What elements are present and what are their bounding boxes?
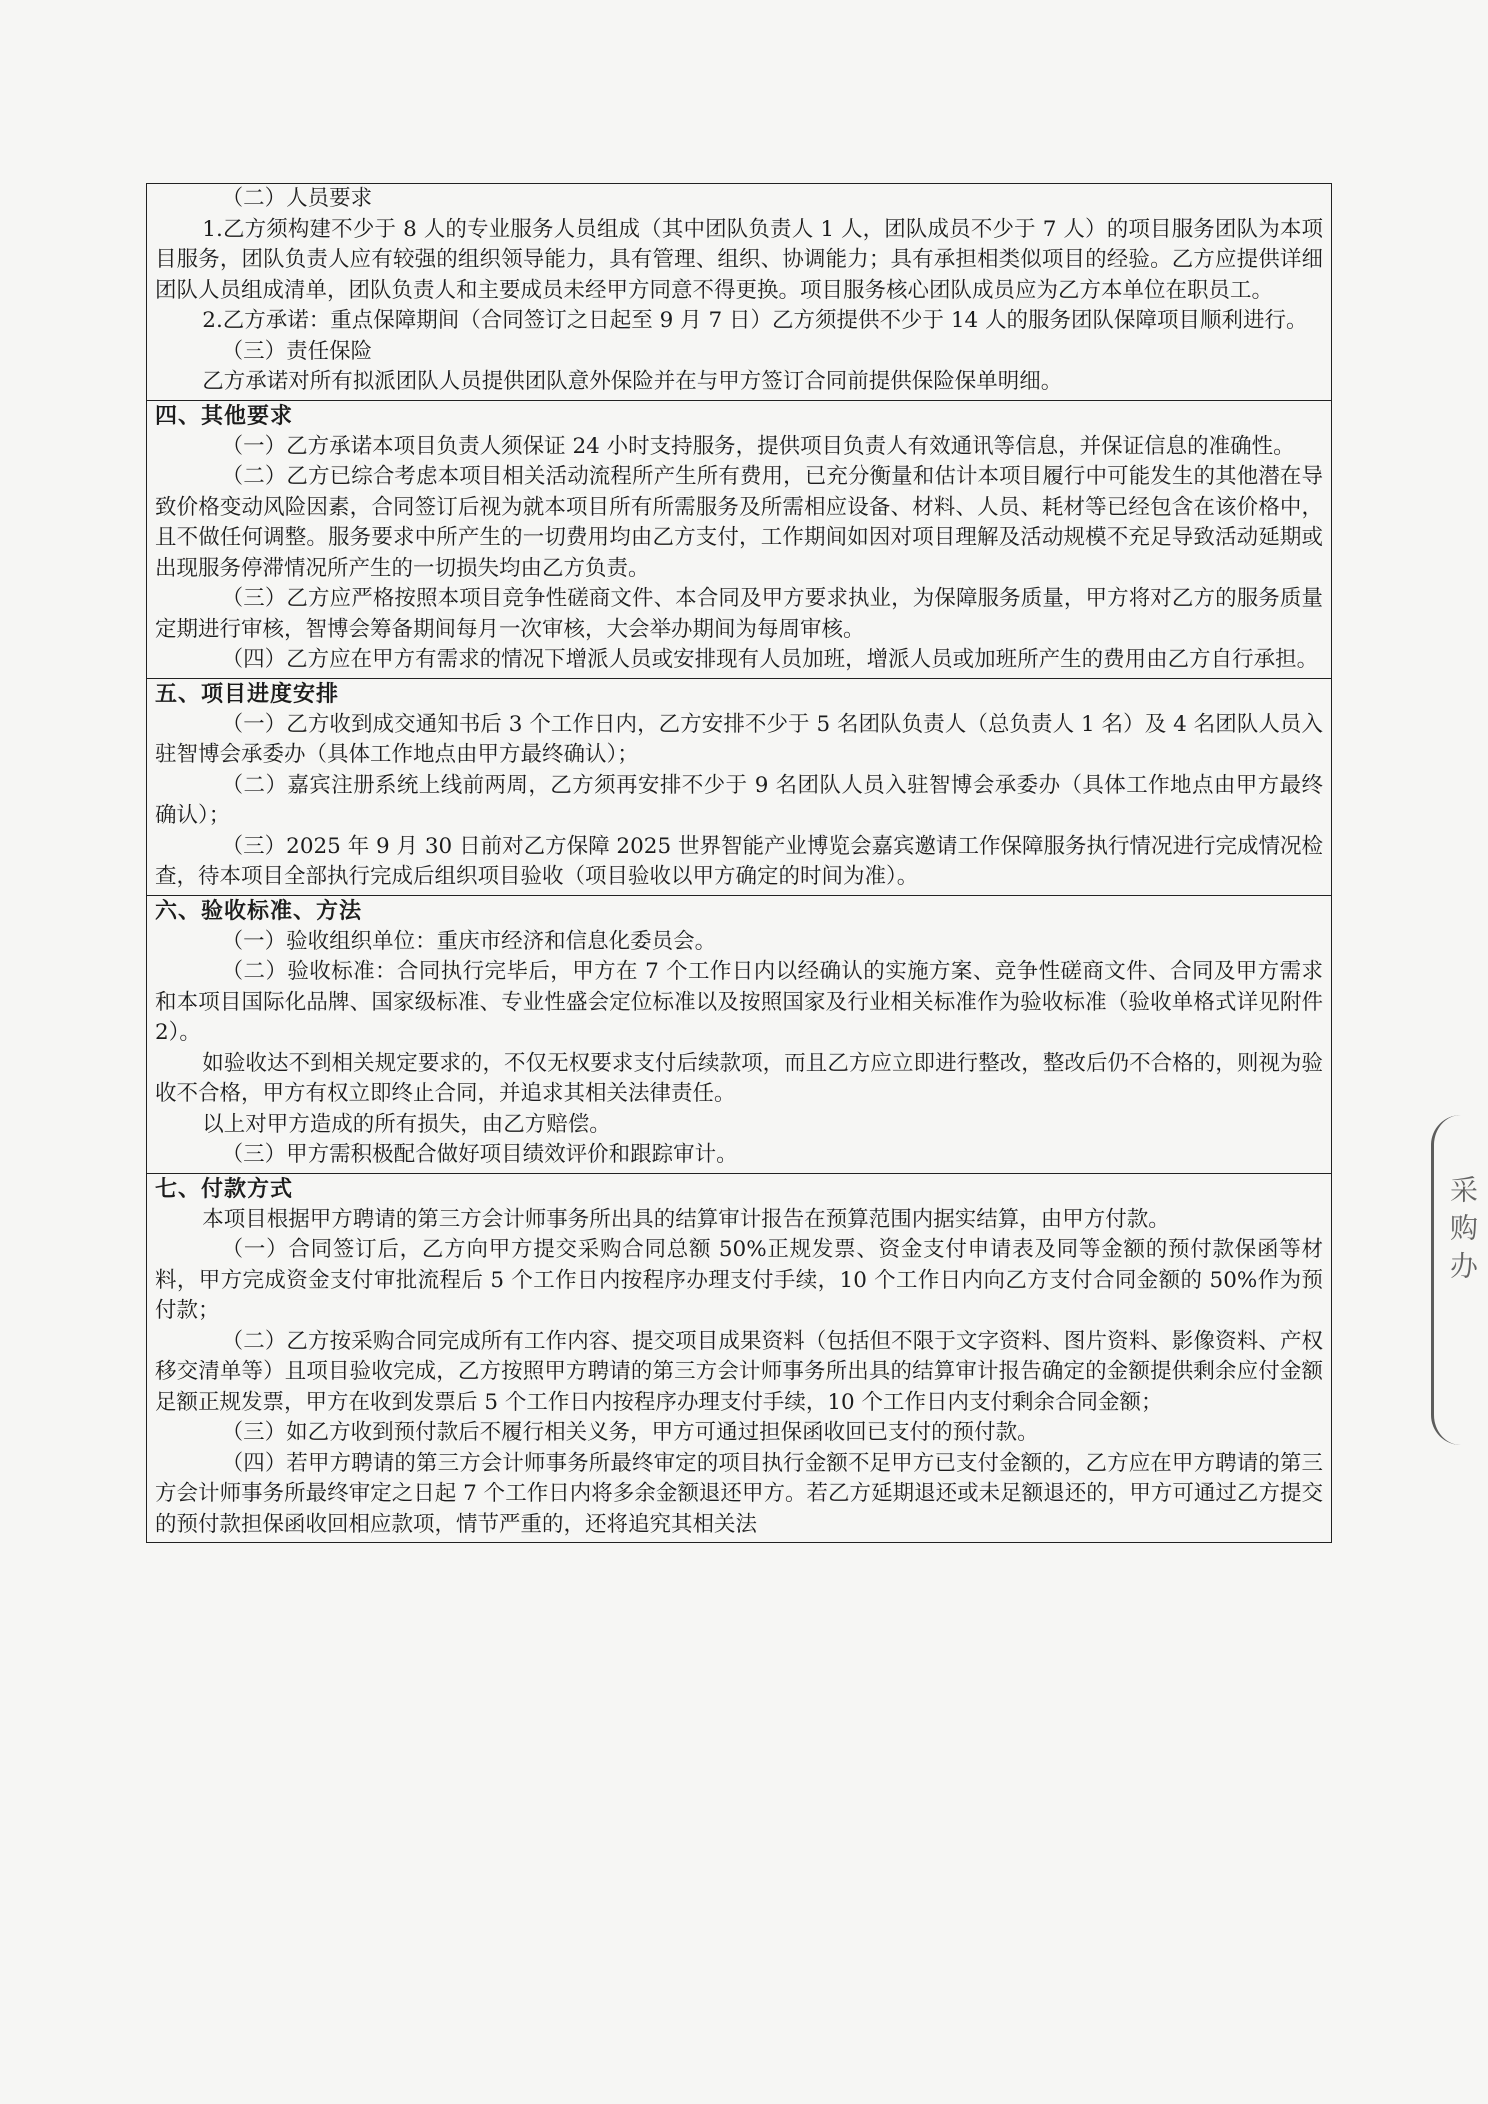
section-acceptance: [147, 896, 1331, 1174]
seal-stamp: [1431, 1115, 1488, 1445]
acceptance-para-5: （三）甲方需积极配合做好项目绩效评价和跟踪审计。: [221, 1142, 738, 1167]
acceptance-heading: 六、验收标准、方法: [155, 898, 363, 924]
personnel-para-2: 2.乙方承诺：重点保障期间（合同签订之日起至 9 月 7 日）乙方须提供不少于 14 人的服务团队保障项目顺利进行。: [202, 308, 1308, 333]
section-personnel: [147, 184, 1331, 401]
schedule-para-1: （一）乙方收到成交通知书后 3 个工作日内，乙方安排不少于 5 名团队负责人（总负责人 1 名）及 4 名团队人员入驻智博会承委办（具体工作地点由甲方最终确认）；: [155, 711, 1323, 767]
payment-para-2: （二）乙方按采购合同完成所有工作内容、提交项目成果资料（包括但不限于文字资料、图片资料、影像资料、产权移交清单等）且项目验收完成，乙方按照甲方聘请的第三方会计师事务所出具的结算审计报告确定的金额提供剩余应付金额足额正规发票，甲方在收到发票后 5 个工作日内按程序办理支付手续，10 个工作日内支付剩余合同金额；: [155, 1328, 1323, 1415]
payment-para-4: （四）若甲方聘请的第三方会计师事务所最终审定的项目执行金额不足甲方已支付金额的，乙方应在甲方聘请的第三方会计师事务所最终审定之日起 7 个工作日内将多余金额退还甲方。若乙方延期退还或未足额退还的，甲方可通过乙方提交的预付款担保函收回相应款项，情节严重的，还将追究其相关法: [155, 1450, 1323, 1537]
section-other-requirements: [147, 401, 1331, 679]
other-req-para-2: （二）乙方已综合考虑本项目相关活动流程所产生所有费用，已充分衡量和估计本项目履行中可能发生的其他潜在导致价格变动风险因素，合同签订后视为就本项目所有所需服务及所需相应设备、材料、人员、耗材等已经包含在该价格中，且不做任何调整。服务要求中所产生的一切费用均由乙方支付，工作期间如因对项目理解及活动规模不充足导致活动延期或出现服务停滞情况所产生的一切损失均由乙方负责。: [155, 464, 1323, 581]
contract-table: [146, 183, 1332, 1543]
acceptance-para-3: 如验收达不到相关规定要求的，不仅无权要求支付后续款项，而且乙方应立即进行整改，整改后仍不合格的，则视为验收不合格，甲方有权立即终止合同，并追求其相关法律责任。: [155, 1050, 1323, 1106]
payment-para-1: （一）合同签订后，乙方向甲方提交采购合同总额 50%正规发票、资金支付申请表及同等金额的预付款保函等材料，甲方完成资金支付审批流程后 5 个工作日内按程序办理支付手续，10 个工作日内向乙方支付合同金额的 50%作为预付款；: [155, 1237, 1323, 1323]
schedule-para-2: （二）嘉宾注册系统上线前两周，乙方须再安排不少于 9 名团队人员入驻智博会承委办（具体工作地点由甲方最终确认）；: [155, 772, 1323, 828]
other-requirements-heading: 四、其他要求: [155, 403, 294, 429]
schedule-heading: 五、项目进度安排: [155, 681, 340, 707]
section-schedule: [147, 679, 1331, 896]
other-req-para-3: （三）乙方应严格按照本项目竞争性磋商文件、本合同及甲方要求执业，为保障服务质量，甲方将对乙方的服务质量定期进行审核，智博会筹备期间每月一次审核，大会举办期间为每周审核。: [155, 586, 1323, 642]
acceptance-para-1: （一）验收组织单位：重庆市经济和信息化委员会。: [221, 928, 717, 954]
insurance-para: 乙方承诺对所有拟派团队人员提供团队意外保险并在与甲方签订合同前提供保险保单明细。: [202, 369, 1063, 394]
payment-heading: 七、付款方式: [155, 1176, 294, 1202]
seal-text: 采购办: [1446, 1175, 1479, 1289]
section-payment: [147, 1174, 1331, 1544]
acceptance-para-2: （二）验收标准：合同执行完毕后，甲方在 7 个工作日内以经确认的实施方案、竞争性磋商文件、合同及甲方需求和本项目国际化品牌、国家级标准、专业性盛会定位标准以及按照国家及行业相关标准作为验收标准（验收单格式详见附件 2）。: [155, 959, 1323, 1045]
acceptance-para-4: 以上对甲方造成的所有损失，由乙方赔偿。: [202, 1111, 611, 1137]
insurance-subtitle: （三）责任保险: [221, 338, 373, 364]
payment-para-0: 本项目根据甲方聘请的第三方会计师事务所出具的结算审计报告在预算范围内据实结算，由甲方付款。: [202, 1206, 1170, 1232]
personnel-subtitle: （二）人员要求: [221, 186, 373, 211]
personnel-para-1: 1.乙方须构建不少于 8 人的专业服务人员组成（其中团队负责人 1 人，团队成员不少于 7 人）的项目服务团队为本项目服务，团队负责人应有较强的组织领导能力，具有管理、组织、协调能力；具有承担相类似项目的经验。乙方应提供详细团队人员组成清单，团队负责人和主要成员未经甲方同意不得更换。项目服务核心团队成员应为乙方本单位在职员工。: [155, 216, 1323, 303]
payment-para-3: （三）如乙方收到预付款后不履行相关义务，甲方可通过担保函收回已支付的预付款。: [221, 1420, 1039, 1445]
schedule-para-3: （三）2025 年 9 月 30 日前对乙方保障 2025 世界智能产业博览会嘉宾邀请工作保障服务执行情况进行完成情况检查，待本项目全部执行完成后组织项目验收（项目验收以甲方确定的时间为准）。: [155, 833, 1323, 889]
other-req-para-1: （一）乙方承诺本项目负责人须保证 24 小时支持服务，提供项目负责人有效通讯等信息，并保证信息的准确性。: [221, 433, 1295, 459]
other-req-para-4: （四）乙方应在甲方有需求的情况下增派人员或安排现有人员加班，增派人员或加班所产生的费用由乙方自行承担。: [221, 647, 1319, 672]
